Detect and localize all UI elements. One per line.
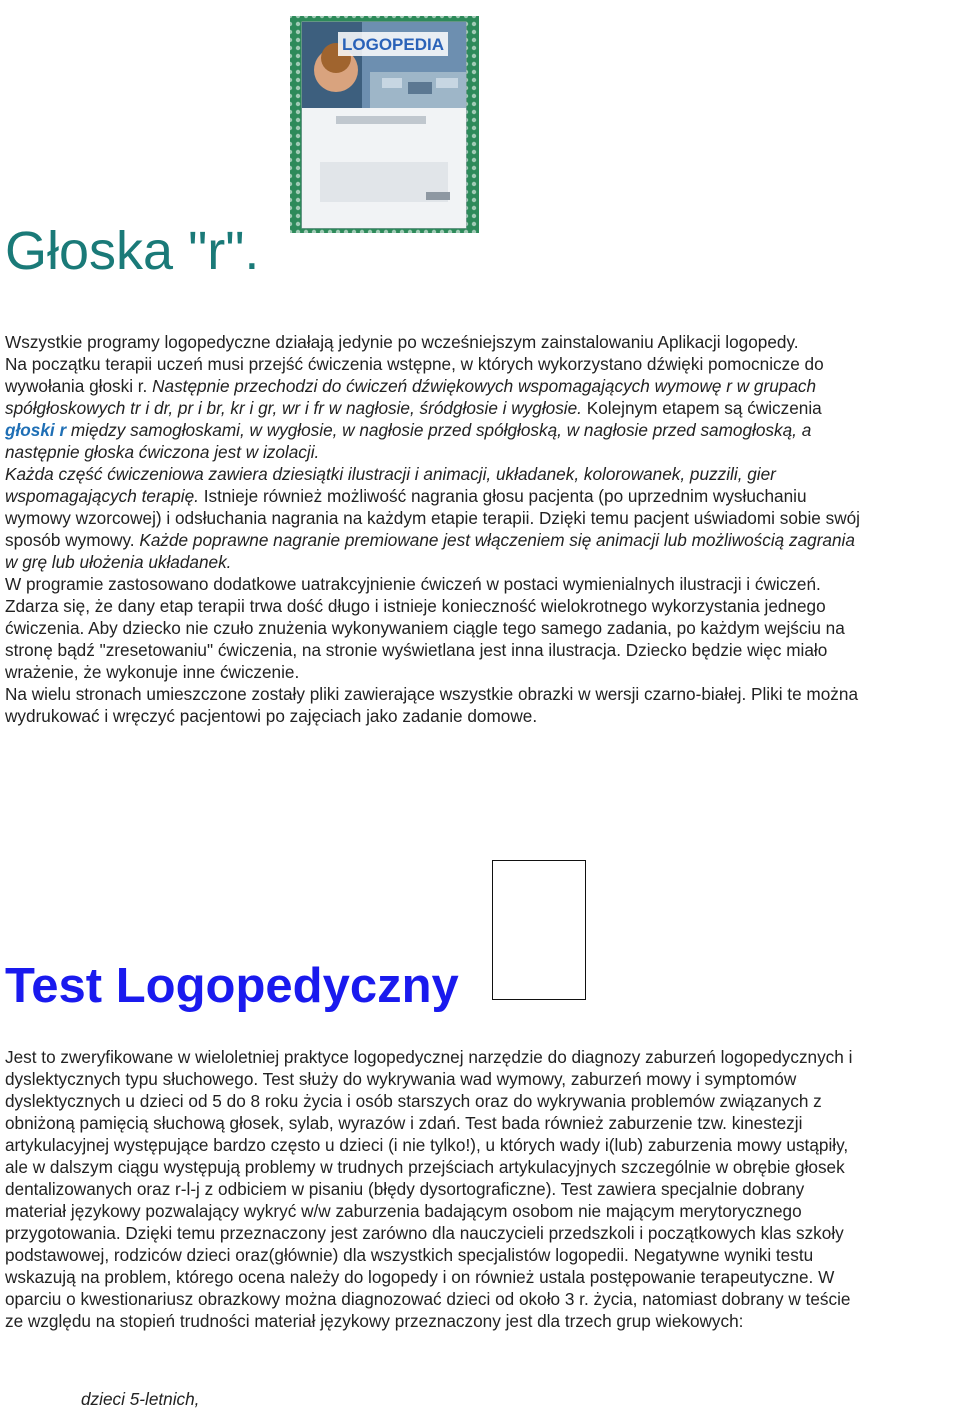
empty-image-frame [492, 860, 586, 1000]
text-line: Jest to zweryfikowane w wieloletniej praktyce logopedycznej narzędzie do diagnozy zaburzeń logopedycznych i [5, 1047, 853, 1067]
text-segment: wymowy wzorcowej) i odsłuchania nagrania na każdym etapie terapii. Dzięki temu pacjent uświadomi sobie swój [5, 508, 860, 528]
text-segment: W programie zastosowano dodatkowe uatrakcyjnienie ćwiczeń w postaci wymienialnych ilustracji i ćwiczeń. [5, 574, 821, 594]
text-line [5, 639, 957, 661]
text-line [5, 683, 957, 705]
text-segment: Następnie przechodzi do ćwiczeń dźwiękowych wspomagających wymowę r w grupach [152, 376, 817, 396]
text-line [5, 573, 957, 595]
text-line: ale w dalszym ciągu występują problemy w trudnych przejściach artykulacyjnych szczególnie w obrębie głosek [5, 1157, 845, 1177]
text-segment: ćwiczenia. Aby dziecko nie czuło znużenia wykonywaniem ciągle tego samego zadania, po każdym wejściu na [5, 618, 845, 638]
text-line [5, 661, 957, 683]
text-segment: Istnieje również możliwość nagrania głosu pacjenta (po uprzednim wysłuchaniu [203, 486, 807, 506]
text-line: obniżoną pamięcią słuchową głosek, sylab, wyrazów i zdań. Test bada również zaburzenie tzw. kinestezji [5, 1113, 803, 1133]
text-segment: Wszystkie programy logopedyczne działają jedynie po wcześniejszym zainstalowaniu Aplikacji logopedy. [5, 332, 799, 352]
text-line [5, 705, 957, 727]
text-segment: Zdarza się, że dany etap terapii trwa dość długo i istnieje konieczność wielokrotnego wykorzystania jednego [5, 596, 826, 616]
text-segment: w grę lub ułożenia układanek. [5, 552, 232, 572]
text-line: wskazują na problem, którego ocena należy do logopedy i on również ustala postępowanie terapeutyczne. W [5, 1267, 835, 1287]
age-group-list-item: dzieci 5-letnich, [81, 1389, 200, 1409]
text-segment: następnie głoska ćwiczona jest w izolacji. [5, 442, 320, 462]
text-segment: Na wielu stronach umieszczone zostały pliki zawierające wszystkie obrazki w wersji czarno-białej. Pliki te można [5, 684, 859, 704]
text-segment: wspomagających terapię. [5, 486, 204, 506]
text-line: ze względu na stopień trudności materiał językowy przeznaczony jest dla trzech grup wiekowych: [5, 1311, 744, 1331]
text-line: dyslektycznych u dzieci od 5 do 8 roku życia i osób starszych oraz do wykrywania problemów związanych z [5, 1091, 822, 1111]
text-segment: Każde poprawne nagranie premiowane jest włączeniem się animacji lub możliwością zagrania [139, 530, 855, 550]
keyword-gloski-r: głoski r [5, 420, 67, 440]
text-line [5, 485, 957, 507]
text-segment: spółgłoskowych tr i dr, pr i br, kr i gr, wr i fr w nagłosie, śródgłosie i wygłosie. [5, 398, 587, 418]
text-line [5, 353, 957, 375]
text-line [5, 419, 957, 441]
section-title-gloska-r: Głoska "r". [5, 221, 260, 281]
text-line: podstawowej, rodziców dzieci oraz(głównie) dla wszystkich specjalistów logopedii. Negatywne wyniki testu [5, 1245, 814, 1265]
text-line: dyslektycznych typu słuchowego. Test służy do wykrywania wad wymowy, zaburzeń mowy i symptomów [5, 1069, 797, 1089]
text-line [5, 617, 957, 639]
text-segment: stronę bądź "zresetowaniu" ćwiczenia, na stronie wyświetlana jest inna ilustracja. Dziecko będzie więc miało [5, 640, 828, 660]
text-line [5, 551, 957, 573]
logopedia-cover-image [286, 12, 483, 237]
text-line [5, 595, 957, 617]
text-line: artykulacyjnej występujące bardzo często u dzieci (i nie tylko!), u których wady i(lub) zaburzenia mowy ustąpiły, [5, 1135, 849, 1155]
text-line: materiał językowy pozwalający wykryć w/w zaburzenia badającym osobom nie mającym merytorycznego [5, 1201, 802, 1221]
section-test-text [5, 1046, 957, 1332]
text-segment: Każda część ćwiczeniowa zawiera dziesiątki ilustracji i animacji, układanek, kolorowanek, puzzili, gier [5, 464, 776, 484]
text-segment: wydrukować i wręczyć pacjentowi po zajęciach jako zadanie domowe. [5, 706, 538, 726]
text-segment: sposób wymowy. [5, 530, 140, 550]
section-gloska-r-text [5, 331, 957, 727]
text-line [5, 397, 957, 419]
text-line: oparciu o kwestionariusz obrazkowy można diagnozować dzieci od około 3 r. życia, natomiast dobrany w teście [5, 1289, 851, 1309]
text-line: przygotowania. Dzięki temu przeznaczony jest zarówno dla nauczycieli przedszkoli i początkowych klas szkoły [5, 1223, 844, 1243]
text-line [5, 375, 957, 397]
text-line: dentalizowanych oraz r-l-j z odbiciem w pisaniu (błędy dysortograficzne). Test zawiera specjalnie dobrany [5, 1179, 805, 1199]
section-title-test-logopedyczny: Test Logopedyczny [5, 959, 459, 1013]
text-segment: wrażenie, że wykonuje inne ćwiczenie. [5, 662, 300, 682]
text-segment: Kolejnym etapem są ćwiczenia [586, 398, 822, 418]
text-line [5, 507, 957, 529]
text-line [5, 463, 957, 485]
text-line [5, 441, 957, 463]
logo-text: LOGOPEDIA [341, 35, 445, 54]
text-line [5, 331, 957, 353]
text-line [5, 529, 957, 551]
text-segment: wywołania głoski r. [5, 376, 153, 396]
text-segment: Na początku terapii uczeń musi przejść ćwiczenia wstępne, w których wykorzystano dźwięki pomocnicze do [5, 354, 824, 374]
text-segment: między samogłoskami, w wygłosie, w nagłosie przed spółgłoską, w nagłosie przed samogłoską, a [66, 420, 812, 440]
